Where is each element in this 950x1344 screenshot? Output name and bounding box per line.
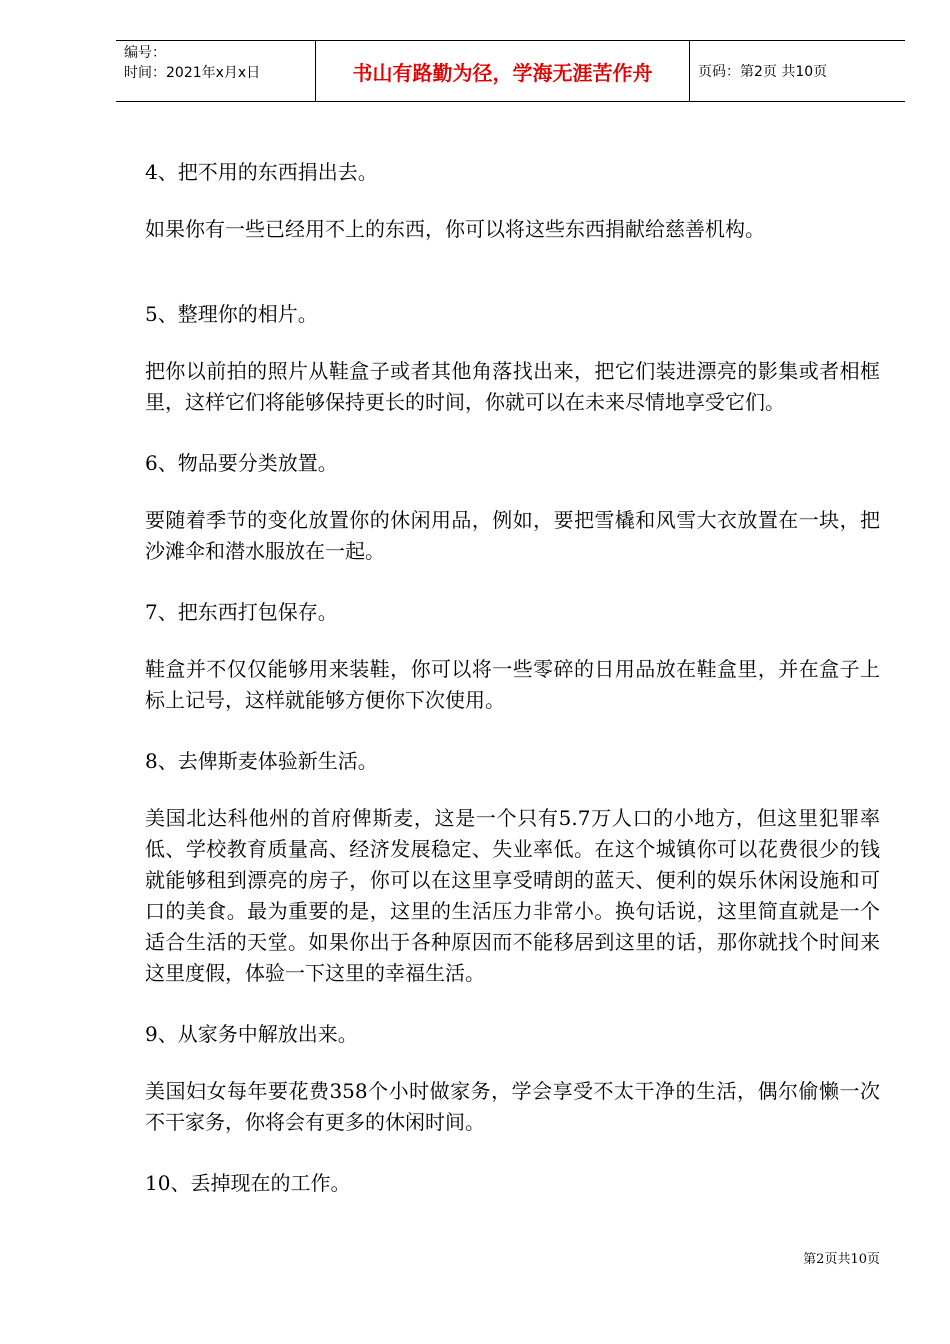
section-heading: 10、丢掉现在的工作。 <box>145 1171 351 1195</box>
section-heading: 8、去俾斯麦体验新生活。 <box>145 749 378 773</box>
page-header <box>116 40 905 102</box>
header-page-number: 页码：第2页 共10页 <box>698 64 828 80</box>
header-number: 编号： <box>124 45 166 61</box>
header-motto: 书山有路勤为径，学海无涯苦作舟 <box>316 41 690 101</box>
section-heading: 5、整理你的相片。 <box>145 302 318 326</box>
section-body: 如果你有一些已经用不上的东西，你可以将这些东西捐献给慈善机构。 <box>145 217 765 241</box>
document-body <box>145 157 880 1199</box>
section-body: 美国北达科他州的首府俾斯麦，这是一个只有5.7万人口的小地方，但这里犯罪率低、学校教育质量高、经济发展稳定、失业率低。在这个城镇你可以花费很少的钱就能够租到漂亮的房子，你可以在这里享受晴朗的蓝天、便利的娱乐休闲设施和可口的美食。最为重要的是，这里的生活压力非常小。换句话说，这里简直就是一个适合生活的天堂。如果你出于各种原因而不能移居到这里的话，那你就找个时间来这里度假，体验一下这里的幸福生活。 <box>145 806 880 985</box>
header-meta <box>116 41 316 101</box>
header-time: 时间：2021年x月x日 <box>124 65 261 81</box>
section-body: 美国妇女每年要花费358个小时做家务，学会享受不太干净的生活，偶尔偷懒一次不干家务，你将会有更多的休闲时间。 <box>145 1079 880 1134</box>
section-body: 把你以前拍的照片从鞋盒子或者其他角落找出来，把它们装进漂亮的影集或者相框里，这样它们将能够保持更长的时间，你就可以在未来尽情地享受它们。 <box>145 359 880 414</box>
section-body: 鞋盒并不仅仅能够用来装鞋，你可以将一些零碎的日用品放在鞋盒里，并在盒子上标上记号，这样就能够方便你下次使用。 <box>145 657 880 712</box>
page-footer: 第2页共10页 <box>803 1252 880 1267</box>
section-heading: 6、物品要分类放置。 <box>145 451 338 475</box>
section-heading: 9、从家务中解放出来。 <box>145 1022 358 1046</box>
section-heading: 7、把东西打包保存。 <box>145 600 338 624</box>
section-body: 要随着季节的变化放置你的休闲用品，例如，要把雪橇和风雪大衣放置在一块，把沙滩伞和潜水服放在一起。 <box>145 508 880 563</box>
section-heading: 4、把不用的东西捐出去。 <box>145 160 378 184</box>
